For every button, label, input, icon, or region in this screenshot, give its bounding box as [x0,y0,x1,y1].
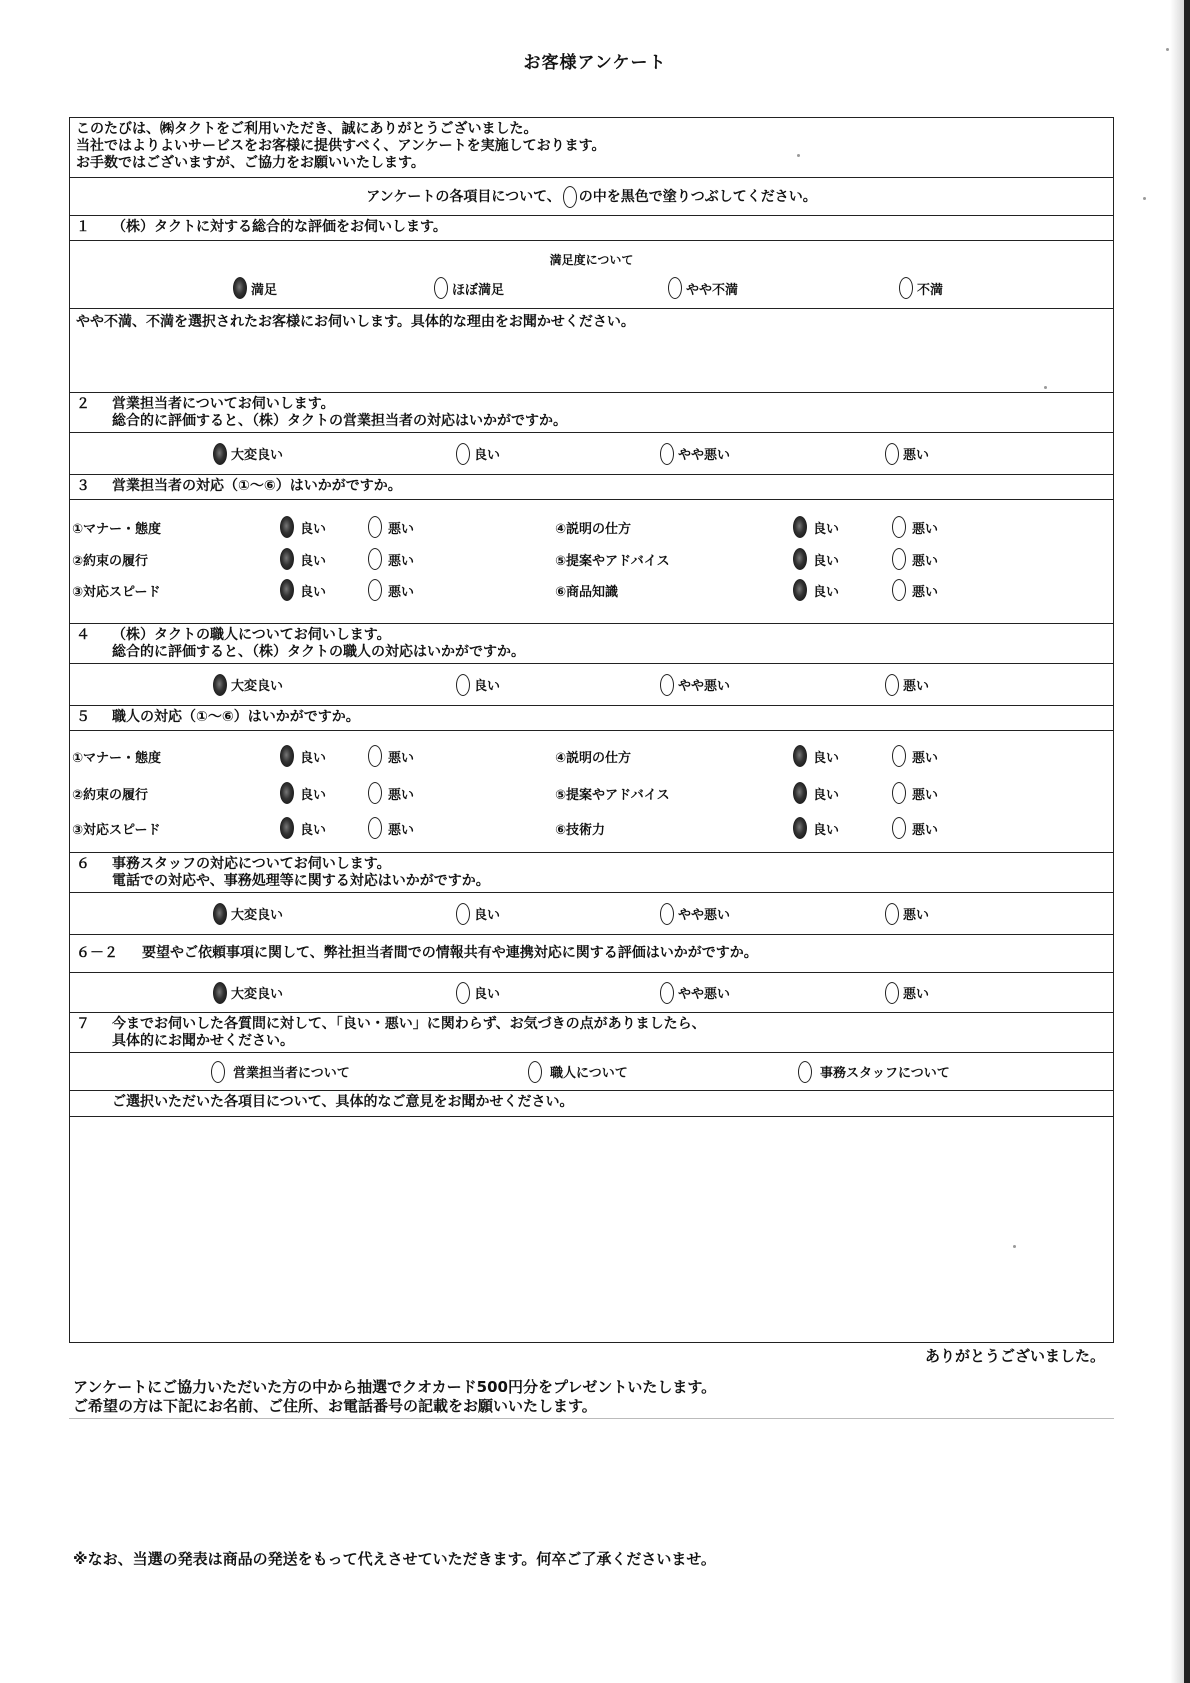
intro-line: お手数ではございますが、ご協力をお願いいたします。 [76,155,425,171]
q4-header [70,624,1113,664]
radio-checked-icon[interactable] [280,516,294,538]
radio-checked-icon[interactable] [213,443,227,465]
q6-option-very-good[interactable]: 大変良い [213,893,283,934]
q3-item-good[interactable]: 良い [793,575,839,605]
instruction-after: の中を黒色で塗りつぶしてください。 [578,189,817,205]
q3-item-good[interactable]: 良い [280,544,326,574]
radio-empty-icon[interactable] [885,982,899,1004]
q5-item-label: ③対応スピード [72,822,161,838]
q5-grid-row [70,813,1113,843]
intro-line: 当社ではよりよいサービスをお客様に提供すべく、アンケートを実施しております。 [76,138,606,154]
radio-empty-icon[interactable] [668,277,682,299]
q2-option-good[interactable]: 良い [456,433,500,474]
radio-checked-icon[interactable] [233,277,247,299]
q6-2-options [70,973,1113,1013]
q5-header [70,706,1113,731]
q6-2-title: 要望やご依頼事項に関して、弊社担当者間での情報共有や連携対応に関する評価はいかがですか。 [142,945,758,961]
radio-empty-icon[interactable] [892,782,906,804]
radio-empty-icon[interactable] [660,674,674,696]
q2-option-bad[interactable]: 悪い [885,433,929,474]
q4-option-good[interactable]: 良い [456,664,500,705]
q3-item-label: ⑤提案やアドバイス [555,553,670,569]
q3-item-bad[interactable]: 悪い [368,512,414,542]
q6-options [70,893,1113,935]
q5-item-label: ⑥技術力 [555,822,606,838]
radio-empty-icon[interactable] [885,903,899,925]
oval-sample-icon [563,186,577,208]
q5-item-good[interactable]: 良い [280,778,326,808]
q5-item-good[interactable]: 良い [793,813,839,843]
q1-number: １ [76,219,90,235]
instruction [70,178,1113,216]
radio-checked-icon[interactable] [793,782,807,804]
q3-item-bad[interactable]: 悪い [368,544,414,574]
q3-grid-row [70,512,1113,542]
radio-empty-icon[interactable] [434,277,448,299]
intro-line: このたびは、㈱タクトをご利用いただき、誠にありがとうございました。 [76,121,538,137]
q1-option-mostly-satisfied[interactable]: ほぼ満足 [434,271,504,305]
q5-item-bad[interactable]: 悪い [368,778,414,808]
radio-empty-icon[interactable] [368,817,382,839]
q5-item-bad[interactable]: 悪い [368,741,414,771]
q7-option-office-staff[interactable]: 事務スタッフについて [798,1053,950,1090]
q6-number: ６ [76,856,90,872]
radio-empty-icon[interactable] [368,782,382,804]
q1-caption: 満足度について [549,253,634,267]
instruction-before: アンケートの各項目について、 [366,189,561,205]
q7-option-craftsman[interactable]: 職人について [528,1053,628,1090]
q3-title: 営業担当者の対応（①～⑥）はいかがですか。 [112,478,402,494]
q5-item-label: ⑤提案やアドバイス [555,787,670,803]
q7-title: 今までお伺いした各質問に対して、「良い・悪い」に関わらず、お気づきの点がありましたら、 [112,1016,706,1032]
radio-empty-icon[interactable] [660,982,674,1004]
radio-checked-icon[interactable] [793,817,807,839]
q5-item-bad[interactable]: 悪い [892,778,938,808]
radio-empty-icon[interactable] [892,516,906,538]
radio-checked-icon[interactable] [213,903,227,925]
radio-empty-icon[interactable] [368,579,382,601]
radio-empty-icon[interactable] [892,548,906,570]
radio-checked-icon[interactable] [793,548,807,570]
radio-empty-icon[interactable] [368,745,382,767]
radio-empty-icon[interactable] [211,1061,225,1083]
scan-speck [1166,48,1169,51]
radio-checked-icon[interactable] [793,516,807,538]
radio-empty-icon[interactable] [456,903,470,925]
q5-title: 職人の対応（①～⑥）はいかがですか。 [112,709,360,725]
q2-options [70,433,1113,475]
q3-item-label: ③対応スピード [72,584,161,600]
q4-options [70,664,1113,706]
radio-empty-icon[interactable] [892,579,906,601]
q2-option-somewhat-bad[interactable]: やや悪い [660,433,730,474]
radio-checked-icon[interactable] [793,579,807,601]
q3-item-good[interactable]: 良い [280,575,326,605]
q3-item-good[interactable]: 良い [793,544,839,574]
q6-2-header [70,935,1113,973]
q6-2-option-very-good[interactable]: 大変良い [213,973,283,1012]
q2-number: ２ [76,396,90,412]
q5-grid-row [70,741,1113,771]
radio-empty-icon[interactable] [660,443,674,465]
q5-item-good[interactable]: 良い [793,778,839,808]
q6-option-bad[interactable]: 悪い [885,893,929,934]
thanks-text: ありがとうございました。 [924,1347,1105,1365]
q1-options [70,241,1113,309]
q3-grid-row [70,575,1113,605]
q6-option-good[interactable]: 良い [456,893,500,934]
survey-form [69,117,1114,1343]
q3-item-bad[interactable]: 悪い [892,512,938,542]
q5-item-good[interactable]: 良い [280,813,326,843]
q3-item-label: ②約束の履行 [72,553,149,569]
q4-option-somewhat-bad[interactable]: やや悪い [660,664,730,705]
scan-speck [797,154,800,157]
radio-empty-icon[interactable] [885,674,899,696]
divider [69,1418,1114,1419]
radio-checked-icon[interactable] [280,817,294,839]
radio-empty-icon[interactable] [456,443,470,465]
q7-option-sales-staff[interactable]: 営業担当者について [211,1053,350,1090]
q6-2-option-bad[interactable]: 悪い [885,973,929,1012]
lottery-notice [73,1378,716,1416]
radio-checked-icon[interactable] [280,548,294,570]
q2-option-very-good[interactable]: 大変良い [213,433,283,474]
radio-checked-icon[interactable] [280,745,294,767]
q3-item-label: ⑥商品知識 [555,584,619,600]
q2-header [70,393,1113,433]
q4-title: （株）タクトの職人についてお伺いします。 [112,627,391,643]
radio-checked-icon[interactable] [213,674,227,696]
q7-opinion-field[interactable] [70,1117,1113,1342]
q6-2-option-somewhat-bad[interactable]: やや悪い [660,973,730,1012]
radio-empty-icon[interactable] [660,903,674,925]
q3-grid-row [70,544,1113,574]
q5-item-good[interactable]: 良い [280,741,326,771]
radio-empty-icon[interactable] [368,548,382,570]
q3-number: ３ [76,478,90,494]
q1-option-satisfied[interactable]: 満足 [233,271,277,305]
q1-reason-field[interactable] [70,309,1113,393]
page-title: お客様アンケート [523,53,667,73]
q7-options [70,1053,1113,1091]
radio-empty-icon[interactable] [456,982,470,1004]
q3-header [70,475,1113,500]
q5-grid-row [70,778,1113,808]
radio-empty-icon[interactable] [899,277,913,299]
q4-number: ４ [76,627,90,643]
radio-checked-icon[interactable] [213,982,227,1004]
q5-item-bad[interactable]: 悪い [892,741,938,771]
scan-edge [1184,0,1190,1683]
q3-grid [70,500,1113,624]
q6-subtitle: 電話での対応や、事務処理等に関する対応はいかがですか。 [112,873,490,889]
radio-empty-icon[interactable] [368,516,382,538]
radio-empty-icon[interactable] [885,443,899,465]
q2-title: 営業担当者についてお伺いします。 [112,396,335,412]
q1-followup: やや不満、不満を選択されたお客様にお伺いします。具体的な理由をお聞かせください。 [76,314,635,330]
q5-grid [70,731,1113,853]
lottery-line: ご希望の方は下記にお名前、ご住所、お電話番号の記載をお願いいたします。 [73,1397,597,1415]
q3-item-good[interactable]: 良い [280,512,326,542]
scan-speck [1143,197,1146,200]
q7-number: ７ [76,1016,90,1032]
q5-number: ５ [76,709,90,725]
q5-item-label: ①マナー・態度 [72,750,162,766]
intro-text [70,118,1113,178]
q5-item-label: ④説明の仕方 [555,750,632,766]
q5-item-label: ②約束の履行 [72,787,149,803]
q6-2-number: ６－２ [76,945,118,961]
q3-item-label: ①マナー・態度 [72,521,162,537]
footnote: ※なお、当選の発表は商品の発送をもって代えさせていただきます。何卒ご了承くださいませ。 [73,1550,716,1568]
q6-option-somewhat-bad[interactable]: やや悪い [660,893,730,934]
radio-empty-icon[interactable] [528,1061,542,1083]
radio-empty-icon[interactable] [892,745,906,767]
scan-edge-shadow [1170,0,1184,1683]
q3-item-bad[interactable]: 悪い [368,575,414,605]
q6-header [70,853,1113,893]
scan-speck [1044,386,1047,389]
q1-option-somewhat-dissatisfied[interactable]: やや不満 [668,271,738,305]
radio-checked-icon[interactable] [793,745,807,767]
q3-item-label: ④説明の仕方 [555,521,632,537]
q4-option-very-good[interactable]: 大変良い [213,664,283,705]
q1-option-dissatisfied[interactable]: 不満 [899,271,943,305]
q3-item-bad[interactable]: 悪い [892,575,938,605]
q1-title: （株）タクトに対する総合的な評価をお伺いします。 [112,219,447,235]
radio-empty-icon[interactable] [798,1061,812,1083]
scan-speck [1013,1245,1016,1248]
q4-subtitle: 総合的に評価すると、（株）タクトの職人の対応はいかがですか。 [112,644,525,660]
q5-item-bad[interactable]: 悪い [892,813,938,843]
q1-header [70,216,1113,241]
q6-2-option-good[interactable]: 良い [456,973,500,1012]
q5-item-good[interactable]: 良い [793,741,839,771]
q7-followup: ご選択いただいた各項目について、具体的なご意見をお聞かせください。 [70,1091,1113,1117]
q3-item-bad[interactable]: 悪い [892,544,938,574]
q3-item-good[interactable]: 良い [793,512,839,542]
radio-empty-icon[interactable] [892,817,906,839]
q6-title: 事務スタッフの対応についてお伺いします。 [112,856,391,872]
q5-item-bad[interactable]: 悪い [368,813,414,843]
radio-empty-icon[interactable] [456,674,470,696]
radio-checked-icon[interactable] [280,782,294,804]
radio-checked-icon[interactable] [280,579,294,601]
q7-subtitle: 具体的にお聞かせください。 [112,1033,294,1049]
lottery-line: アンケートにご協力いただいた方の中から抽選でクオカード500円分をプレゼントいたします。 [73,1378,717,1396]
q4-option-bad[interactable]: 悪い [885,664,929,705]
q2-subtitle: 総合的に評価すると、（株）タクトの営業担当者の対応はいかがですか。 [112,413,567,429]
q7-header [70,1013,1113,1053]
